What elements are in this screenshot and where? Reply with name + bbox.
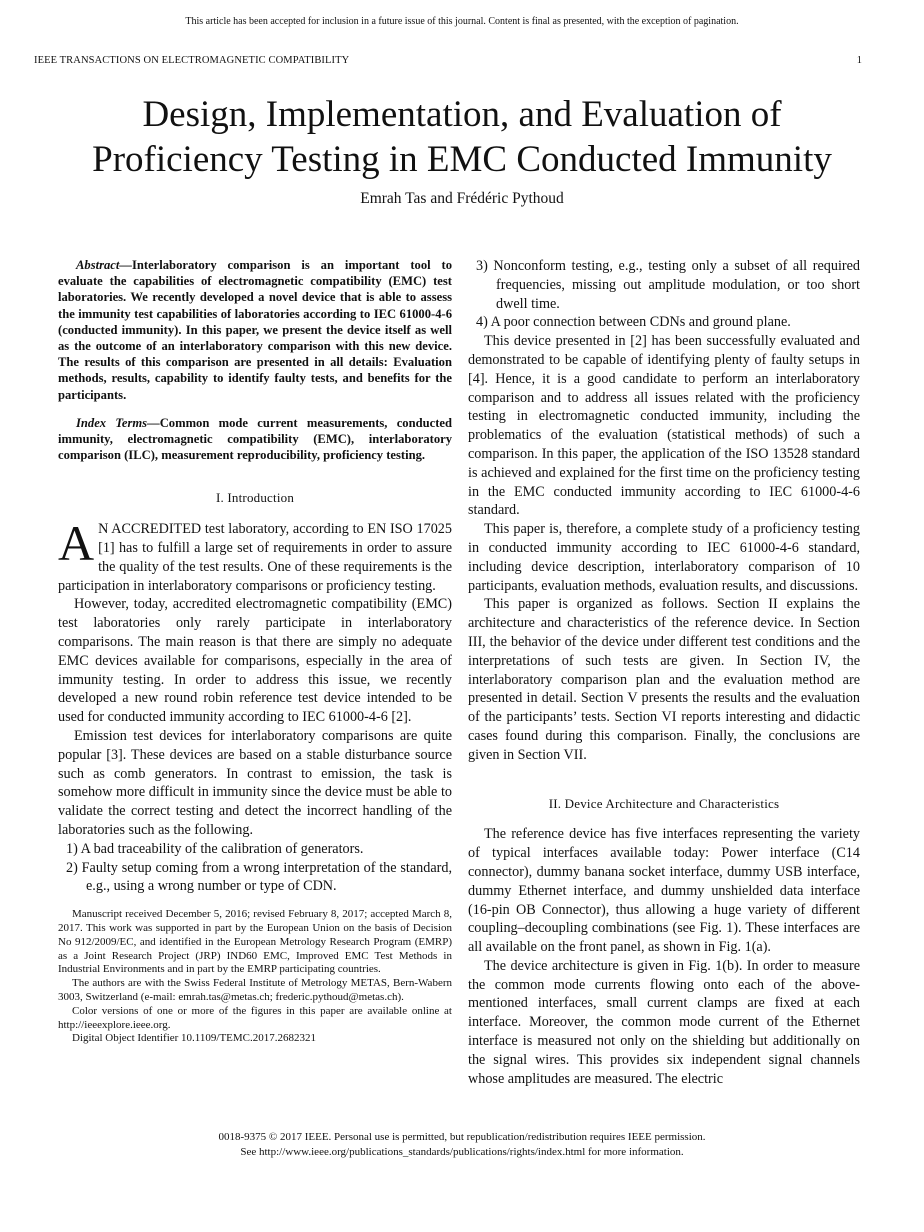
footnote-manuscript: Manuscript received December 5, 2016; revised February 8, 2017; accepted March 8, 2017. This work was supported in part by the European Union on the basis of Decision No 912/2009/EC, and identified in the European Metrology Research Program (EMRP) as a Joint Research Project (JRP) IND60 EMC, Improved EMC Test Methods in Industrial Environments and in part by the EMRP participating countries. bbox=[58, 908, 452, 976]
footnote-color: Color versions of one or more of the figures in this paper are available online at http://ieeexplore.ieee.org. bbox=[58, 1004, 452, 1031]
intro-paragraph-3: Emission test devices for interlaboratory comparisons are quite popular [3]. These devices are based on a stable disturbance source such as comb generators. In contrast to emission, the task is somehow more difficult in immunity since the device must be able to validate the correct testing and detect the incorrect handling of the laboratories such as the following. bbox=[58, 728, 452, 838]
abstract-label: Abstract— bbox=[76, 258, 132, 272]
acceptance-note: This article has been accepted for inclusion in a future issue of this journal. Content is final as presented, with the exception of pagination. bbox=[185, 16, 739, 27]
authors: Emrah Tas and Frédéric Pythoud bbox=[360, 190, 564, 207]
page-number: 1 bbox=[856, 55, 862, 66]
permissions-line: See http://www.ieee.org/publications_standards/publications/rights/index.html for more information. bbox=[240, 1146, 684, 1158]
right-column bbox=[468, 257, 860, 1088]
paper-title bbox=[0, 92, 924, 182]
section-heading-introduction: I. Introduction bbox=[215, 490, 295, 506]
list-item: 4) A poor connection between CDNs and ground plane. bbox=[476, 314, 791, 331]
journal-name: IEEE TRANSACTIONS ON ELECTROMAGNETIC COMPATIBILITY bbox=[34, 55, 350, 66]
drop-cap: A bbox=[58, 515, 95, 572]
index-terms-label: Index Terms— bbox=[76, 415, 160, 430]
requirements-list-continued bbox=[468, 257, 860, 332]
copyright-footer bbox=[0, 1130, 924, 1160]
intro-paragraph-4: This device presented in [2] has been successfully evaluated and demonstrated to be capable of identifying plenty of faulty setups in [4]. Hence, it is a good candidate to perform an interlaboratory comparison and to address all issues related with the proficiency testing in electromagnetic conducted immunity, including the problematics of the evaluation (statistical methods) of such a comparison. In this paper, the application of the ISO 13528 standard is achieved and explained for the first time on the proficiency testing in the EMC conducted immunity according to IEC 61000-4-6 standard. bbox=[468, 333, 860, 519]
title-line-1: Design, Implementation, and Evaluation of bbox=[142, 94, 782, 135]
index-terms-text: Common mode current measurements, conducted immunity, electromagnetic compatibility (EMC), interlaboratory comparison (ILC), measurement reproducibility, proficiency testing. bbox=[58, 415, 452, 463]
device-paragraph-2: The device architecture is given in Fig. 1(b). In order to measure the common mode currents flowing onto each of the above-mentioned interfaces, small current clamps are fixed at each interface. Moreover, the common mode current of the Ethernet interface is measured not only on the shielding but additionally on the signal wires. This provides six independent signal channels whose amplitudes are measured. The electric bbox=[468, 957, 860, 1087]
section-heading-device-architecture: II. Device Architecture and Characteristics bbox=[548, 795, 780, 811]
title-line-2: Proficiency Testing in EMC Conducted Immunity bbox=[92, 139, 832, 180]
list-item: 2) Faulty setup coming from a wrong interpretation of the standard, e.g., using a wrong number or type of CDN. bbox=[66, 859, 452, 895]
left-column bbox=[58, 257, 452, 1046]
list-item: 3) Nonconform testing, e.g., testing only a subset of all required frequencies, missing out amplitude modulation, or too short dwell time. bbox=[476, 258, 860, 312]
list-item: 1) A bad traceability of the calibration of generators. bbox=[66, 840, 364, 857]
intro-paragraph-6: This paper is organized as follows. Section II explains the architecture and characteristics of the reference device. In Section III, the behavior of the device under different test conditions and the interpretations of such tests are given. In Section IV, the interlaboratory comparison plan and the evaluation method are presented in detail. Section V presents the results and the evaluation of the participants’ tests. Section VI reports interesting and didactic cases found during this comparison. Finally, the conclusions are given in Section VII. bbox=[468, 596, 860, 763]
intro-paragraph-1-text: N ACCREDITED test laboratory, according to EN ISO 17025 [1] has to fulfill a large set of requirements in order to assure the quality of the test results. One of these requirements is the participation in interlaboratory comparisons or proficiency testing. bbox=[58, 521, 452, 594]
footnotes bbox=[58, 908, 452, 1046]
intro-paragraph-5: This paper is, therefore, a complete study of a proficiency testing in conducted immunity according to IEC 61000-4-6 standard, including device description, interlaboratory comparison of 10 participants, evaluation methods, evaluation results, and discussions. bbox=[468, 521, 860, 594]
intro-paragraph-1 bbox=[58, 515, 452, 595]
footnote-authors: The authors are with the Swiss Federal Institute of Metrology METAS, Bern-Wabern 3003, Switzerland (e-mail: emrah.tas@metas.ch; frederic.pythoud@metas.ch). bbox=[58, 977, 452, 1003]
abstract-text: Interlaboratory comparison is an important tool to evaluate the capabilities of electromagnetic compatibility (EMC) test laboratories. We recently developed a novel device that is able to assess the immunity test capabilities of laboratories according to IEC 61000-4-6 (conducted immunity). In this paper, we present the device itself as well as the outcome of an interlaboratory comparison with this new device. The results of this comparison are presented in all details: Evaluation methods, results, capability to identify faulty tests, and benefits for the participants. bbox=[58, 258, 452, 402]
intro-paragraph-2: However, today, accredited electromagnetic compatibility (EMC) test laboratories only rarely participate in interlaboratory comparisons. The main reason is that there are simply no adequate EMC devices available for comparisons, especially in the area of immunity testing. In order to address this issue, we recently developed a new round robin reference test device intended to be used for conducted immunity according to IEC 61000-4-6 [2]. bbox=[58, 596, 452, 726]
requirements-list bbox=[58, 840, 452, 896]
abstract bbox=[58, 257, 452, 403]
index-terms bbox=[58, 415, 452, 464]
device-paragraph-1: The reference device has five interfaces representing the variety of typical interfaces available today: Power interface (C14 connector), dummy banana socket interface, dummy USB interface, dummy Ethernet interface, and dummy unshielded data interface (16-pin OB Connector), thus allowing a huge variety of different coupling–decoupling combinations (see Fig. 1). These interfaces are all available on the front panel, as shown in Fig. 1(a). bbox=[468, 826, 860, 956]
footnote-doi: Digital Object Identifier 10.1109/TEMC.2017.2682321 bbox=[72, 1032, 316, 1045]
copyright-line: 0018-9375 © 2017 IEEE. Personal use is permitted, but republication/redistribution requires IEEE permission. bbox=[218, 1131, 706, 1143]
